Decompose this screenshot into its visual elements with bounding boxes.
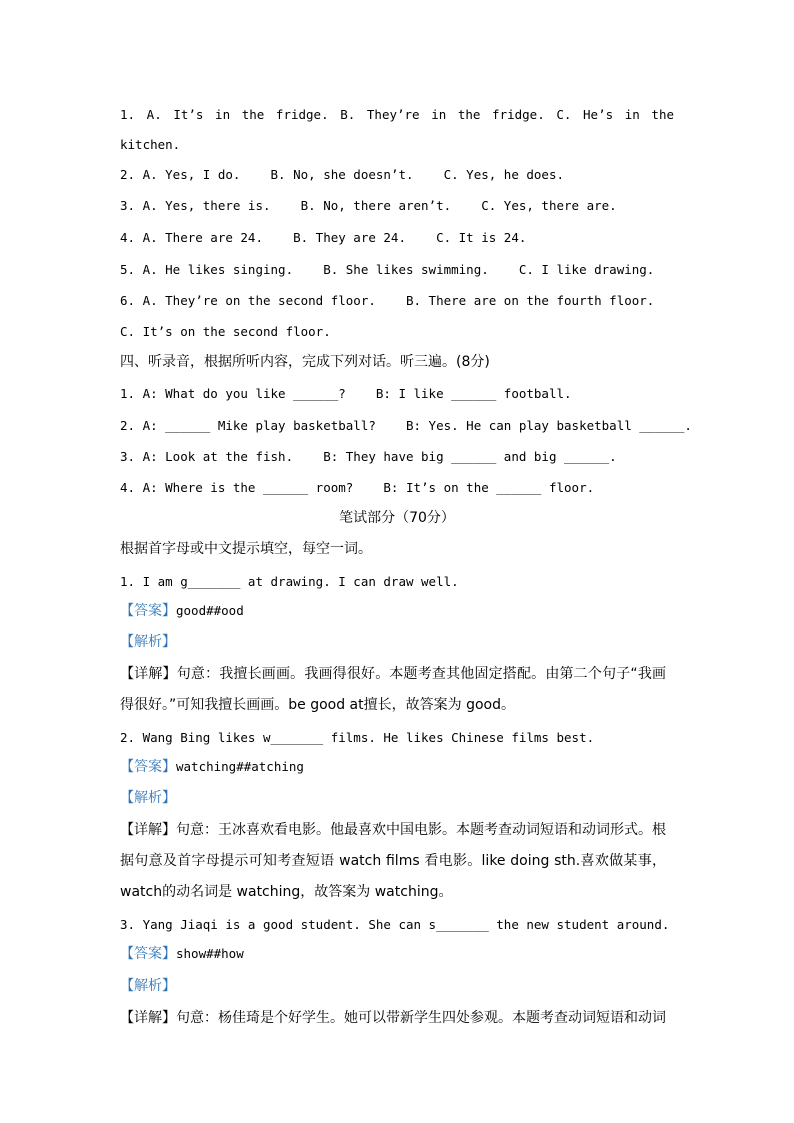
detail-label: 【详解】 (120, 822, 176, 838)
answer-label: 【答案】 (120, 603, 176, 619)
question: 1. I am g_______ at drawing. I can draw well. (120, 574, 459, 589)
dialog-item: 3. A: Look at the fish. B: They have big ______ and big ______. (120, 449, 617, 464)
detail-text: 句意：我擅长画画。我画得很好。本题考查其他固定搭配。由第二个句子“我画 (176, 666, 666, 682)
option-line: kitchen. (120, 137, 181, 152)
answer-line (120, 945, 674, 963)
dialog-item: 2. A: ______ Mike play basketball? B: Yes. He can play basketball ______. (120, 418, 692, 433)
detail-line (120, 821, 666, 839)
detail-label: 【详解】 (120, 1010, 176, 1026)
option-line: C. It’s on the second floor. (120, 324, 331, 339)
analysis-label-text: 【解析】 (120, 634, 176, 650)
analysis-label (120, 633, 674, 651)
answer-label: 【答案】 (120, 946, 176, 962)
detail-text: 句意：杨佳琦是个好学生。她可以带新学生四处参观。本题考查动词短语和动词 (176, 1010, 666, 1026)
dialog-item: 1. A: What do you like ______? B: I like ______ football. (120, 386, 572, 401)
instruction: 根据首字母或中文提示填空，每空一词。 (120, 541, 372, 557)
detail-line (120, 665, 666, 683)
dialog-item: 4. A: Where is the ______ room? B: It’s on the ______ floor. (120, 480, 595, 495)
detail-line: watch的动名词是 watching，故答案为 watching。 (120, 884, 453, 900)
option-line: 3. A. Yes, there is. B. No, there aren’t. C. Yes, there are. (120, 198, 617, 213)
answer-text: watching##atching (176, 759, 304, 774)
answer-text: good##ood (176, 603, 244, 618)
option-line: 1. A. It’s in the fridge. B. They’re in the fridge. C. He’s in the (120, 107, 674, 122)
written-title: 笔试部分（70分） (339, 510, 455, 526)
option-line: 6. A. They’re on the second floor. B. There are on the fourth floor. (120, 293, 655, 308)
detail-label: 【详解】 (120, 666, 177, 682)
option-line: 5. A. He likes singing. B. She likes swimming. C. I like drawing. (120, 262, 655, 277)
option-line: 4. A. There are 24. B. They are 24. C. It is 24. (120, 230, 527, 245)
detail-line (120, 1009, 666, 1027)
detail-line: 据句意及首字母提示可知考查短语 watch films 看电影。like doing sth.喜欢做某事， (120, 853, 666, 869)
answer-text: show##how (176, 946, 244, 961)
analysis-label-text: 【解析】 (120, 978, 176, 994)
question: 3. Yang Jiaqi is a good student. She can s_______ the new student around. (120, 917, 670, 932)
analysis-label (120, 977, 674, 995)
detail-line: 得很好。”可知我擅长画画。be good at擅长，故答案为 good。 (120, 697, 515, 713)
section-heading: 四、听录音，根据所听内容，完成下列对话。听三遍。(8分) (120, 354, 490, 370)
answer-line (120, 602, 674, 620)
analysis-label-text: 【解析】 (120, 790, 176, 806)
answer-line (120, 758, 674, 776)
answer-label: 【答案】 (120, 759, 176, 775)
analysis-label (120, 789, 674, 807)
detail-text: 句意：王冰喜欢看电影。他最喜欢中国电影。本题考查动词短语和动词形式。根 (176, 822, 666, 838)
option-line: 2. A. Yes, I do. B. No, she doesn’t. C. Yes, he does. (120, 167, 565, 182)
question: 2. Wang Bing likes w_______ films. He likes Chinese films best. (120, 730, 595, 745)
